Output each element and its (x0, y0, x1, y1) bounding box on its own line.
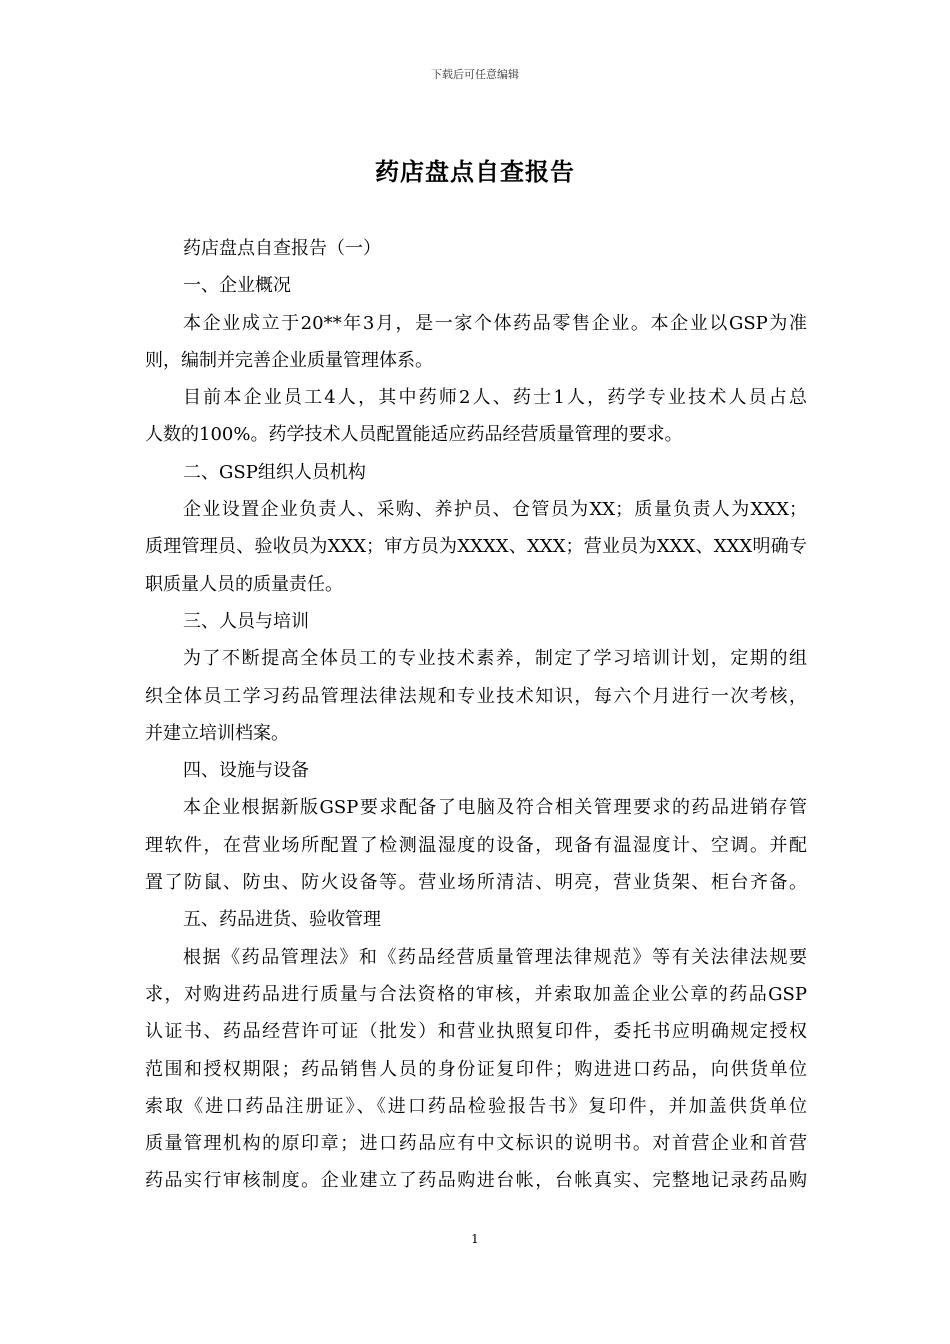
body-line: 根据《药品管理法》和《药品经营质量管理法律规范》等有关法律法规要 (183, 946, 807, 968)
body-line: 目前本企业员工4人，其中药师2人、药士1人，药学专业技术人员占总 (183, 387, 807, 409)
body-line: 置了防鼠、防虫、防火设备等。营业场所清洁、明亮，营业货架、柜台齐备。 (145, 872, 807, 894)
body-line: 本企业根据新版GSP要求配备了电脑及符合相关管理要求的药品进销存管 (183, 797, 807, 819)
body-line: 织全体员工学习药品管理法律法规和专业技术知识，每六个月进行一次考核， (145, 685, 807, 707)
body-line: 二、GSP组织人员机构 (183, 461, 366, 483)
body-line: 理软件，在营业场所配置了检测温湿度的设备，现备有温湿度计、空调。并配 (145, 834, 807, 856)
body-line: 职质量人员的质量责任。 (145, 573, 343, 595)
header-note: 下载后可任意编辑 (431, 68, 519, 81)
body-line: 五、药品进货、验收管理 (183, 909, 381, 931)
body-line: 药品实行审核制度。企业建立了药品购进台帐，台帐真实、完整地记录药品购 (145, 1170, 807, 1192)
body-line: 求，对购进药品进行质量与合法资格的审核，并索取加盖企业公章的药品GSP (145, 983, 807, 1005)
body-line: 一、企业概况 (183, 275, 291, 297)
body-line: 质理管理员、验收员为XXX；审方员为XXXX、XXX；营业员为XXX、XXX明确专 (145, 536, 807, 558)
page-number: 1 (471, 1232, 479, 1246)
body-line: 人数的100%。药学技术人员配置能适应药品经营质量管理的要求。 (145, 424, 683, 446)
body-line: 为了不断提高全体员工的专业技术素养，制定了学习培训计划，定期的组 (183, 648, 807, 670)
body-line: 索取《进口药品注册证》、《进口药品检验报告书》复印件，并加盖供货单位 (145, 1095, 807, 1117)
body-line: 四、设施与设备 (183, 760, 309, 782)
document-title: 药店盘点自查报告 (375, 157, 575, 186)
body-line: 则，编制并完善企业质量管理体系。 (145, 349, 433, 371)
body-line: 三、人员与培训 (183, 610, 309, 632)
document-body (145, 230, 807, 1200)
body-line: 本企业成立于20**年3月，是一家个体药品零售企业。本企业以GSP为准 (183, 312, 807, 334)
body-line: 质量管理机构的原印章；进口药品应有中文标识的说明书。对首营企业和首营 (145, 1133, 807, 1155)
body-line: 范围和授权期限；药品销售人员的身份证复印件；购进进口药品，向供货单位 (145, 1058, 807, 1080)
body-line: 认证书、药品经营许可证（批发）和营业执照复印件，委托书应明确规定授权 (145, 1021, 807, 1043)
body-line: 企业设置企业负责人、采购、养护员、仓管员为XX；质量负责人为XXX； (183, 499, 807, 521)
body-line: 药店盘点自查报告（一） (183, 238, 381, 259)
body-line: 并建立培训档案。 (145, 722, 289, 744)
